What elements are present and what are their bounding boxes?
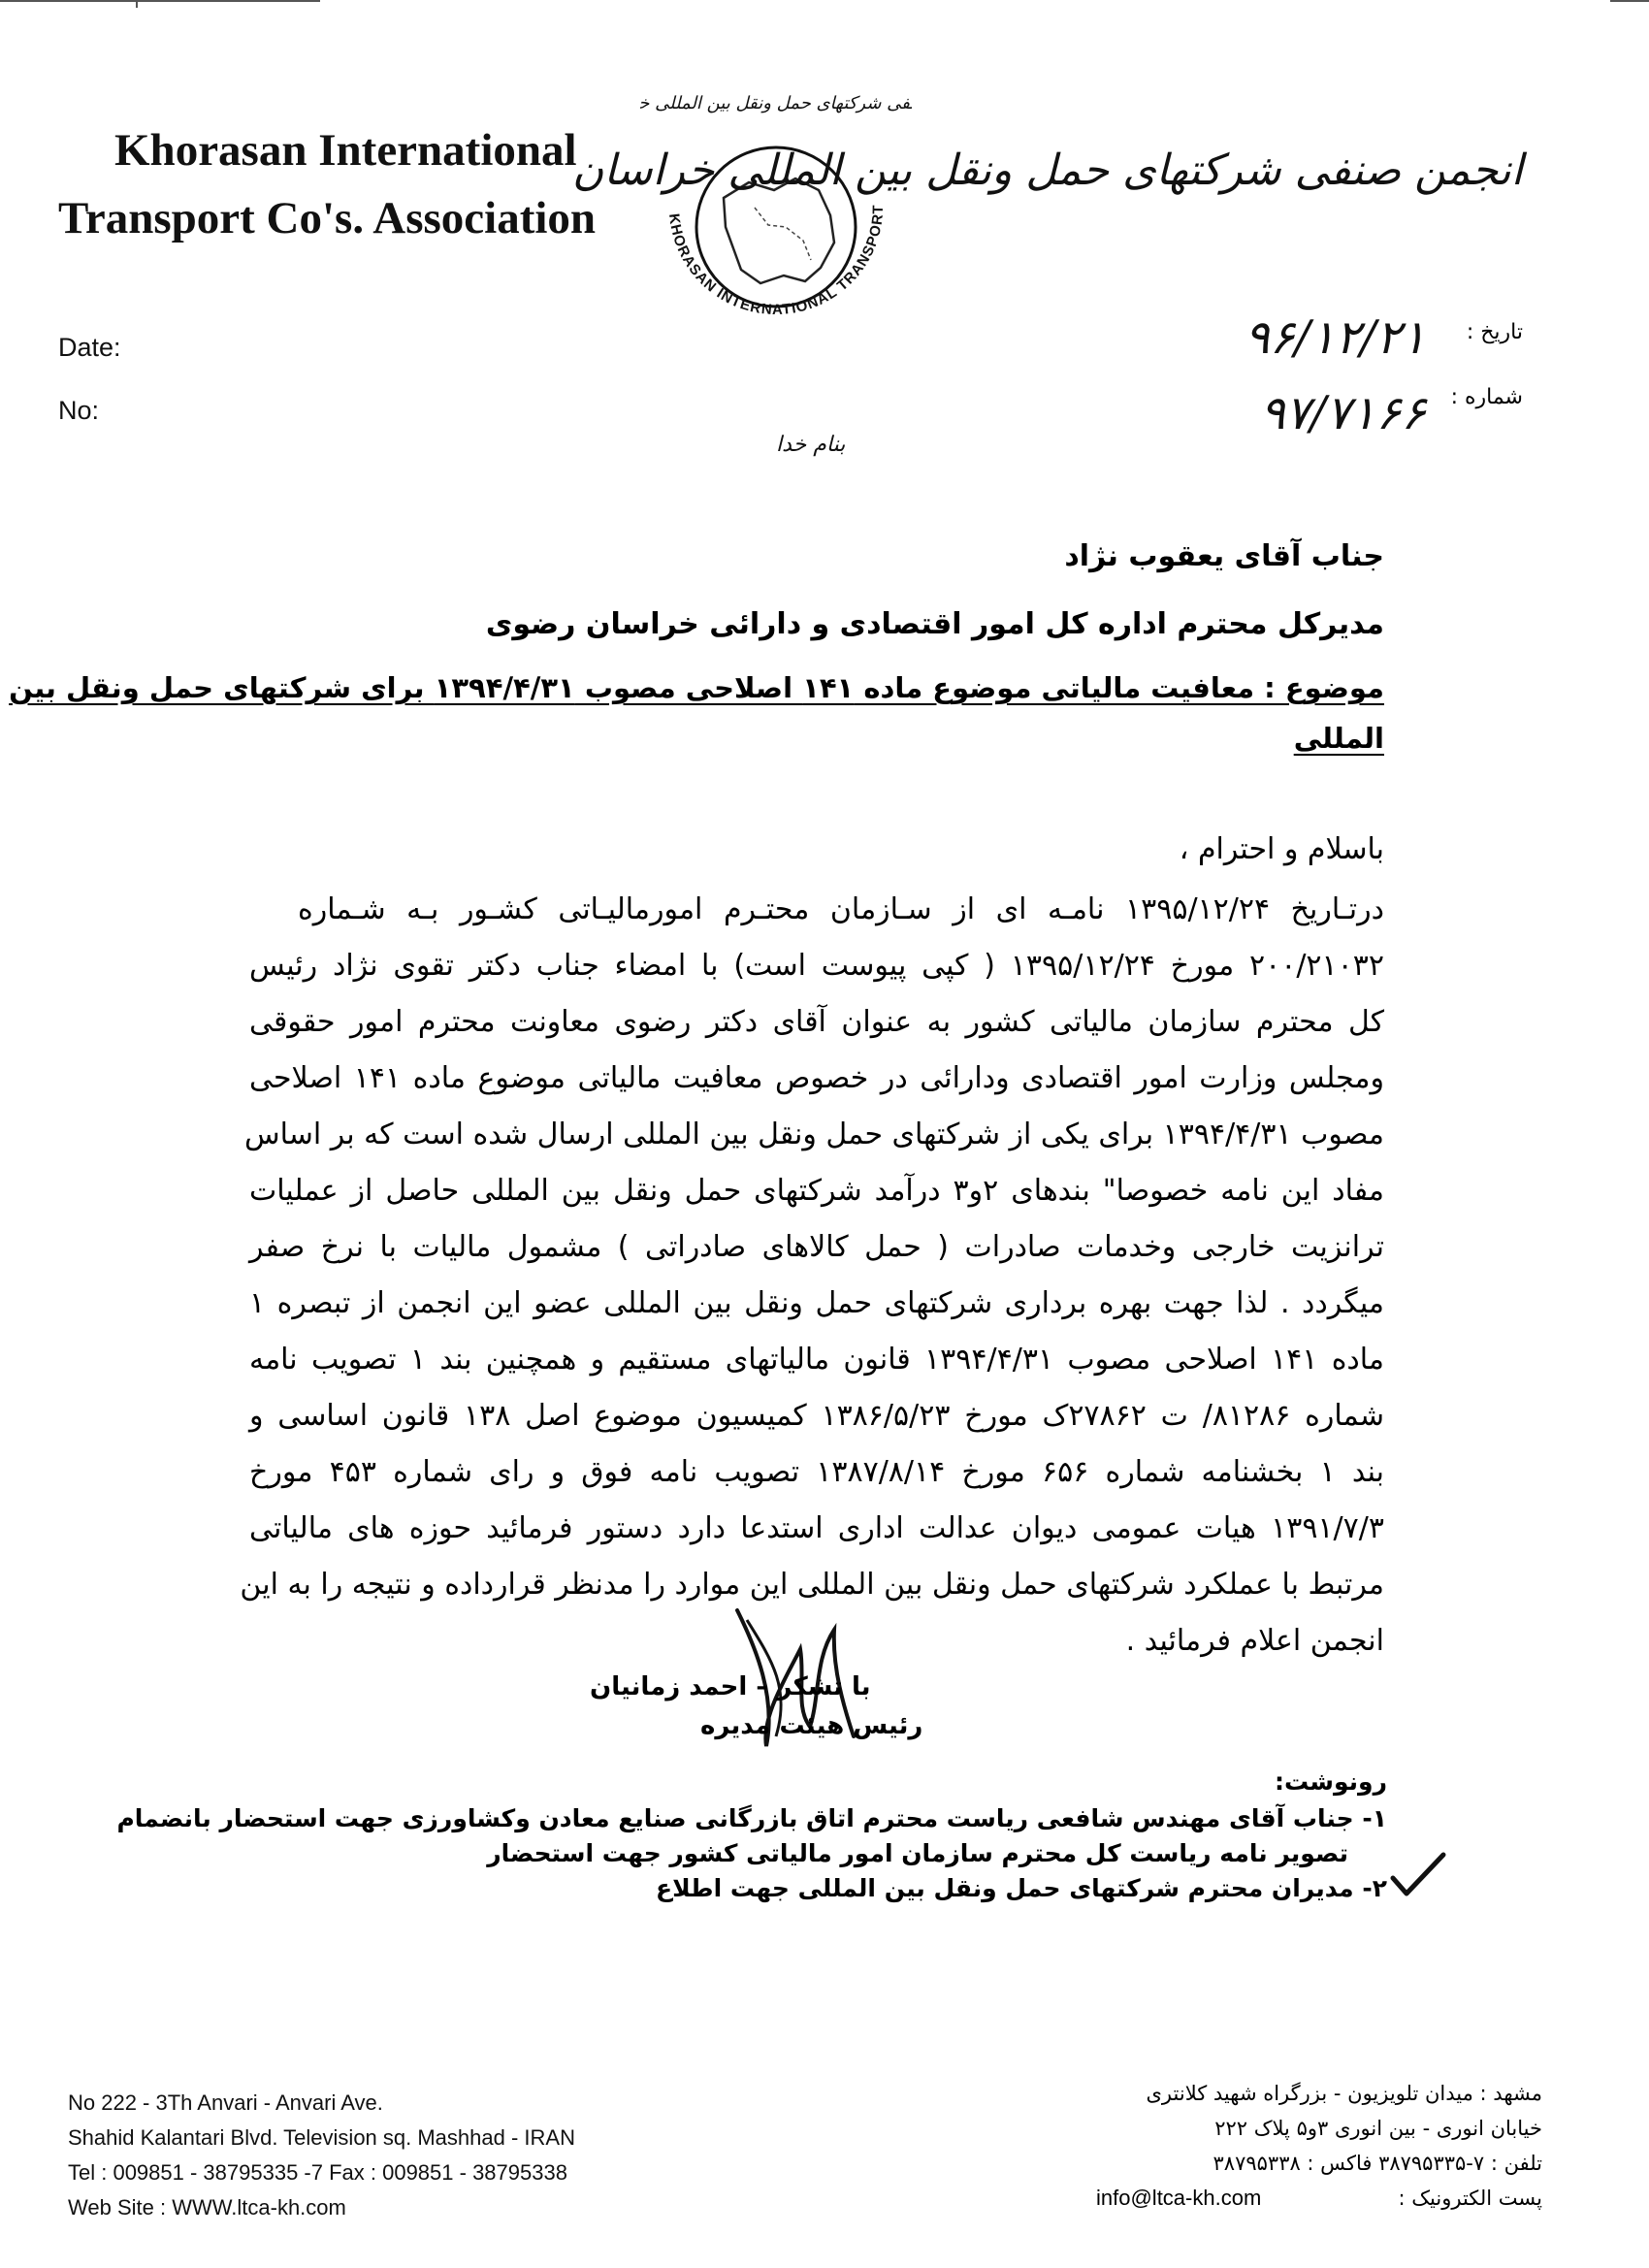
footer-address-line2: Shahid Kalantari Blvd. Television sq. Mashhad - IRAN: [68, 2125, 575, 2150]
no-label-en: No:: [58, 396, 100, 425]
closing: با تشکر – احمد زمانیان: [590, 1672, 871, 1701]
top-rule-left: [0, 0, 320, 2]
subject-line2: المللی: [1293, 722, 1384, 755]
cc-item-1-cont: تصویر نامه ریاست کل محترم سازمان امور مالیاتی کشور جهت استحضار: [487, 1839, 1348, 1867]
footer-fa-email-label: پست الکترونیک :: [1398, 2187, 1542, 2210]
body-line: مرتبط با عملکرد شرکتهای حمل ونقل بین المللی این موارد را مدنظر قرارداده و نتیجه را به این: [240, 1568, 1384, 1602]
body-line: ماده ۱۴۱ اصلاحی مصوب ۱۳۹۴/۴/۳۱ قانون مالیاتهای مستقیم و همچنین بند ۱ تصویب نامه: [249, 1343, 1384, 1377]
body-line: انجمن اعلام فرمائید .: [1125, 1624, 1384, 1658]
signer-title: رئیس هیئت مدیره: [700, 1711, 923, 1740]
english-name-line1: Khorasan International: [114, 125, 577, 176]
footer-fa-email-row: [1096, 2181, 1542, 2216]
body-line: مفاد این نامه خصوصا" بندهای ۲و۳ درآمد شرکتهای حمل ونقل بین المللی حاصل از عملیات: [249, 1174, 1384, 1208]
persian-name: انجمن صنفی شرکتهای حمل ونقل بین المللی خراسان: [572, 146, 1523, 195]
body-line: شماره ۸۱۲۸۶/ ت ۲۷۸۶۲ک مورخ ۱۳۸۶/۵/۲۳ کمیسیون موضوع اصل ۱۳۸ قانون اساسی و: [249, 1399, 1385, 1433]
recipient-line1: جناب آقای یعقوب نژاد: [1064, 539, 1384, 573]
footer-phone: Tel : 009851 - 38795335 -7 Fax : 009851 - 38795338: [68, 2160, 567, 2185]
footer-website[interactable]: Web Site : WWW.ltca-kh.com: [68, 2195, 346, 2219]
body-line: ۲۰۰/۲۱۰۳۲ مورخ ۱۳۹۵/۱۲/۲۴ ( کپی پیوست است) با امضاء جناب دکتر تقوی نژاد رئیس: [249, 949, 1384, 983]
no-value: ۹۷/۷۱۶۶: [1260, 386, 1426, 440]
body-line: بند ۱ بخشنامه شماره ۶۵۶ مورخ ۱۳۸۷/۸/۱۴ تصویب نامه فوق و رای شماره ۴۵۳ مورخ: [249, 1455, 1385, 1489]
cc-label: رونوشت:: [1274, 1767, 1387, 1796]
footer-email[interactable]: info@ltca-kh.com: [1096, 2186, 1262, 2210]
date-label-fa: تاریخ :: [1466, 320, 1523, 344]
subject-line1: موضوع : معافیت مالیاتی موضوع ماده ۱۴۱ اصلاحی مصوب ۱۳۹۴/۴/۳۱ برای شرکتهای حمل ونقل بین: [9, 671, 1384, 704]
date-value: ۹۶/۱۲/۲۱: [1244, 310, 1426, 365]
body-line: میگردد . لذا جهت بهره برداری شرکتهای حمل ونقل بین المللی عضو این انجمن از تبصره ۱: [249, 1286, 1384, 1320]
greeting: باسلام و احترام ،: [1179, 832, 1384, 866]
footer-persian: [1096, 2076, 1542, 2216]
body-line: مصوب ۱۳۹۴/۴/۳۱ برای یکی از شرکتهای حمل ونقل بین المللی ارسال شده است که بر اساس: [243, 1118, 1384, 1151]
body-line: ومجلس وزارت امور اقتصادی ودارائی در خصوص معافیت مالیاتی موضوع ماده ۱۴۱ اصلاحی: [249, 1061, 1384, 1095]
body-line: درتـاریخ ۱۳۹۵/۱۲/۲۴ نامـه ای از سـازمان محتـرم امورمالیـاتی کشـور بـه شـماره: [298, 892, 1384, 926]
body-line: کل محترم سازمان مالیاتی کشور به عنوان آقای دکتر رضوی معاونت محترم امور حقوقی: [249, 1005, 1384, 1039]
recipient-line2: مدیرکل محترم اداره کل امور اقتصادی و دارائی خراسان رضوی: [485, 607, 1384, 641]
checkmark-icon: [1389, 1851, 1447, 1899]
date-label-en: Date:: [58, 333, 121, 362]
body-line: ترانزیت خارجی وخدمات صادرات ( حمل کالاهای صادراتی ) مشمول مالیات با نرخ صفر: [249, 1230, 1384, 1264]
top-mark: [136, 0, 138, 8]
footer-english: [68, 2086, 575, 2225]
bismillah: بنام خدا: [776, 433, 846, 457]
no-label-fa: شماره :: [1450, 385, 1523, 409]
english-name-line2: Transport Co's. Association: [58, 193, 597, 243]
body-line: ۱۳۹۱/۷/۳ هیات عمومی دیوان عدالت اداری استدعا دارد دستور فرمائید حوزه های مالیاتی: [249, 1511, 1384, 1545]
footer-fa-address1: مشهد : میدان تلویزیون - بزرگراه شهید کلانتری: [1146, 2082, 1542, 2105]
logo-top-text: فی شرکتهای حمل ونقل بین المللی: [655, 93, 911, 113]
association-logo: [640, 62, 912, 353]
cc-item-1: ۱- جناب آقای مهندس شافعی ریاست محترم اتاق بازرگانی صنایع معادن وکشاورزی جهت استحضار بانضمام: [116, 1804, 1387, 1832]
logo-ring-text: KHORASAN INTERNATIONAL TRANSPORT: [665, 204, 888, 319]
cc-item-2: ۲- مدیران محترم شرکتهای حمل ونقل بین المللی جهت اطلاع: [656, 1874, 1387, 1902]
top-rule-right: [1610, 0, 1649, 2]
footer-address-line1: No 222 - 3Th Anvari - Anvari Ave.: [68, 2090, 383, 2115]
footer-fa-phone: تلفن : ۷-۳۸۷۹۵۳۳۵ فاکس : ۳۸۷۹۵۳۳۸: [1212, 2152, 1542, 2175]
footer-fa-address2: خیابان انوری - بین انوری ۳و۵ پلاک ۲۲۲: [1214, 2117, 1542, 2140]
